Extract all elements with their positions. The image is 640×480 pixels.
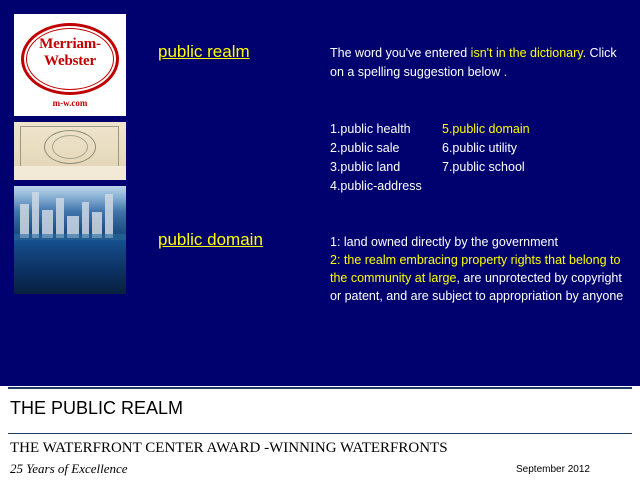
definition-sense-1: 1: land owned directly by the government [330, 235, 558, 249]
building [105, 194, 113, 238]
building [32, 192, 39, 238]
plan-foreground [14, 166, 126, 180]
entry-term-public-domain[interactable]: public domain [158, 230, 263, 249]
logo-line-2: Webster [44, 53, 96, 69]
suggestion-item-empty [442, 177, 630, 196]
message-part-2: . Click on a spelling suggestion below . [330, 46, 617, 79]
suggestion-item[interactable]: 6.public utility [442, 141, 518, 155]
logo-line-1: Merriam- [39, 36, 101, 52]
suggestion-item[interactable]: 3.public land [330, 160, 401, 174]
image-column [14, 14, 126, 294]
dictionary-message [330, 44, 630, 82]
footer-title: THE PUBLIC REALM [10, 398, 184, 418]
merriam-webster-logo [14, 14, 126, 116]
definition-sense-2-highlight: 2: the realm embracing property rights that belong to the community at large [330, 253, 621, 285]
logo-text [14, 36, 126, 70]
message-highlight: isn't in the dictionary [470, 46, 583, 60]
suggestion-item[interactable]: 4.public-address [330, 179, 422, 193]
building [82, 202, 89, 238]
water [14, 240, 126, 294]
definition-sense-2 [330, 251, 630, 305]
suggestion-item[interactable]: 2.public sale [330, 141, 400, 155]
footer-tagline: 25 Years of Excellence [10, 461, 128, 476]
entry-term-public-realm[interactable]: public realm [158, 42, 250, 61]
footer-divider-top [8, 387, 632, 389]
footer-date: September 2012 [516, 464, 590, 475]
message-part-1: The word you've entered [330, 46, 471, 60]
building [20, 204, 29, 238]
definition-block [330, 233, 630, 305]
suggestion-item[interactable]: 1.public health [330, 122, 411, 136]
suggestion-item[interactable]: 5.public domain [442, 122, 530, 136]
definition-sense-2-rest: , are unprotected by copyright or patent, and are subject to appropriation by anyone [330, 271, 624, 303]
suggestion-item[interactable]: 7.public school [442, 160, 525, 174]
plan-line [20, 126, 119, 127]
waterfront-city-photo [14, 186, 126, 294]
footer-divider-middle [8, 433, 632, 434]
footer-subtitle: THE WATERFRONT CENTER AWARD -WINNING WATERFRONTS [10, 440, 448, 456]
plan-arc-inner [52, 135, 88, 159]
building [56, 198, 64, 238]
slide-footer [0, 386, 640, 480]
spelling-suggestions [330, 120, 630, 196]
site-plan-image [14, 122, 126, 180]
logo-url: m-w.com [52, 98, 88, 108]
